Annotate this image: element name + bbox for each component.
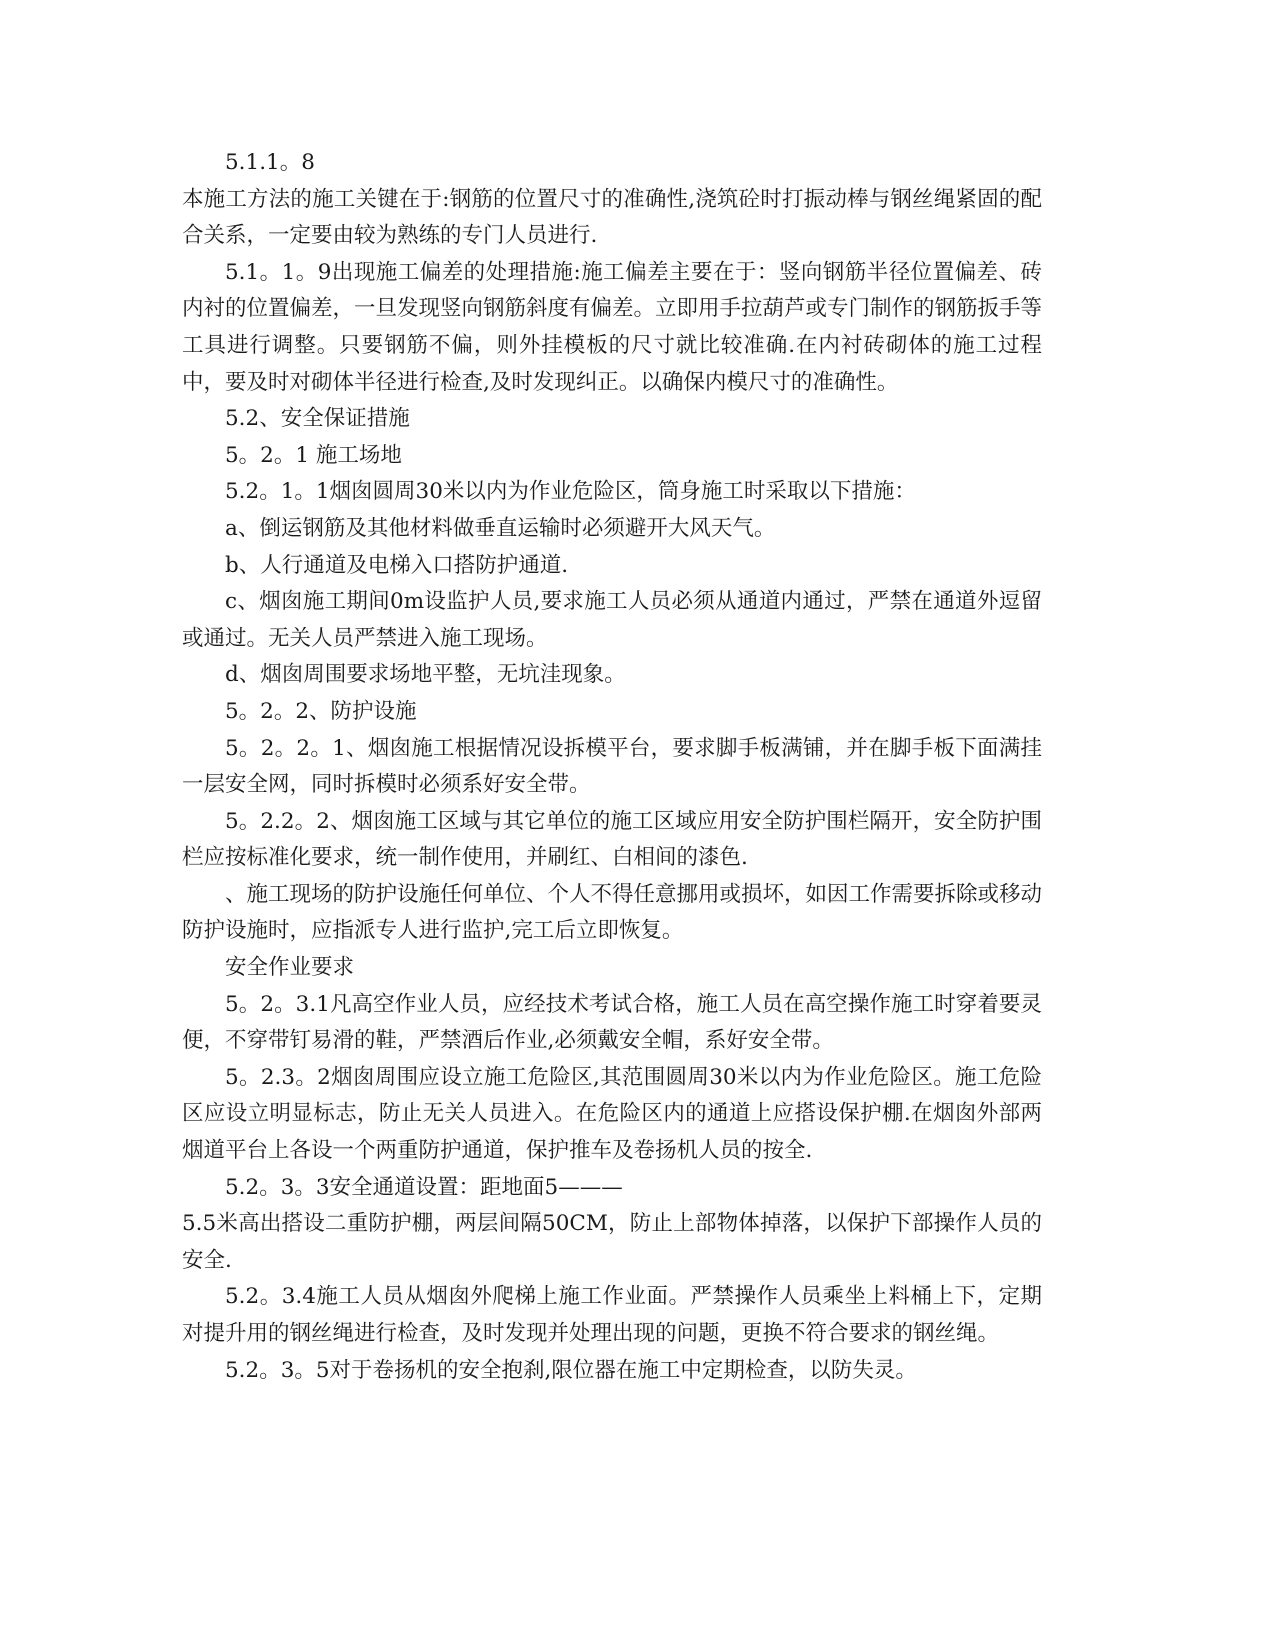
section-heading-site: 5。2。1 施工场地 [225, 442, 402, 468]
paragraph-protection-facilities: 、施工现场的防护设施任何单位、个人不得任意挪用或损坏，如因工作需要拆除或移动防护设施时，应指派专人进行监护,完工后立即恢复。 [182, 881, 1043, 944]
paragraph-deviation-handling: 5.1。1。9出现施工偏差的处理措施:施工偏差主要在于：竖向钢筋半径位置偏差、砖内衬的位置偏差，一旦发现竖向钢筋斜度有偏差。立即用手拉葫芦或专门制作的钢筋扳手等工具进行调整。只要钢筋不偏，则外挂模板的尺寸就比较准确.在内衬砖砌体的施工过程中，要及时对砌体半径进行检查,及时发现纠正。以确保内模尺寸的准确性。 [182, 259, 1043, 395]
paragraph-high-altitude: 5。2。3.1凡高空作业人员，应经技术考试合格，施工人员在高空操作施工时穿着要灵便，不穿带钉易滑的鞋，严禁酒后作业,必须戴安全帽，系好安全带。 [182, 991, 1042, 1054]
list-item-d: d、烟囱周围要求场地平整，无坑洼现象。 [225, 662, 626, 688]
list-item-c: c、烟囱施工期间0m设监护人员,要求施工人员必须从通道内通过，严禁在通道外逗留或通过。无关人员严禁进入施工现场。 [182, 589, 1042, 651]
paragraph-protection-shed: 5.5米高出搭设二重防护棚，两层间隔50CM，防止上部物体掉落，以保护下部操作人员的安全. [182, 1211, 1042, 1273]
paragraph-danger-area: 5。2.3。2烟囱周围应设立施工危险区,其范围圆周30米以内为作业危险区。施工危险区应设立明显标志，防止无关人员进入。在危险区内的通道上应搭设保护棚.在烟囱外部两烟道平台上各设一个两重防护通道，保护推车及卷扬机人员的按全. [182, 1064, 1042, 1164]
paragraph-danger-zone: 5.2。1。1烟囱圆周30米以内为作业危险区，筒身施工时采取以下措施： [225, 479, 916, 505]
section-heading-protection: 5。2。2、防护设施 [225, 698, 417, 724]
paragraph-construction-key: 本施工方法的施工关键在于:钢筋的位置尺寸的准确性,浇筑砼时打振动棒与钢丝绳紧固的配合关系，一定要由较为熟练的专门人员进行. [182, 186, 1042, 249]
paragraph-safety-passage: 5.2。3。3安全通道设置：距地面5——— [225, 1174, 623, 1200]
document-page [182, 145, 1042, 1389]
list-item-b: b、人行通道及电梯入口搭防护通道. [225, 552, 569, 578]
list-item-a: a、倒运钢筋及其他材料做垂直运输时必须避开大风天气。 [225, 515, 776, 541]
paragraph-formwork-platform: 5。2。2。1、烟囱施工根据情况设拆模平台，要求脚手板满铺，并在脚手板下面满挂一层安全网，同时拆模时必须系好安全带。 [182, 735, 1042, 798]
paragraph-fence: 5。2.2。2、烟囱施工区域与其它单位的施工区域应用安全防护围栏隔开，安全防护围栏应按标准化要求，统一制作使用，并刷红、白相间的漆色. [182, 808, 1042, 871]
paragraph-heading-5-1-1-8: 5.1.1。8 [225, 150, 315, 175]
section-heading-safety: 5.2、安全保证措施 [225, 406, 410, 432]
paragraph-ladder: 5.2。3.4施工人员从烟囱外爬梯上施工作业面。严禁操作人员乘坐上料桶上下，定期对提升用的钢丝绳进行检查，及时发现并处理出现的问题，更换不符合要求的钢丝绳。 [182, 1284, 1042, 1346]
paragraph-hoist-brake: 5.2。3。5对于卷扬机的安全抱刹,限位器在施工中定期检查，以防失灵。 [225, 1357, 917, 1383]
section-heading-work-requirements: 安全作业要求 [225, 955, 355, 981]
